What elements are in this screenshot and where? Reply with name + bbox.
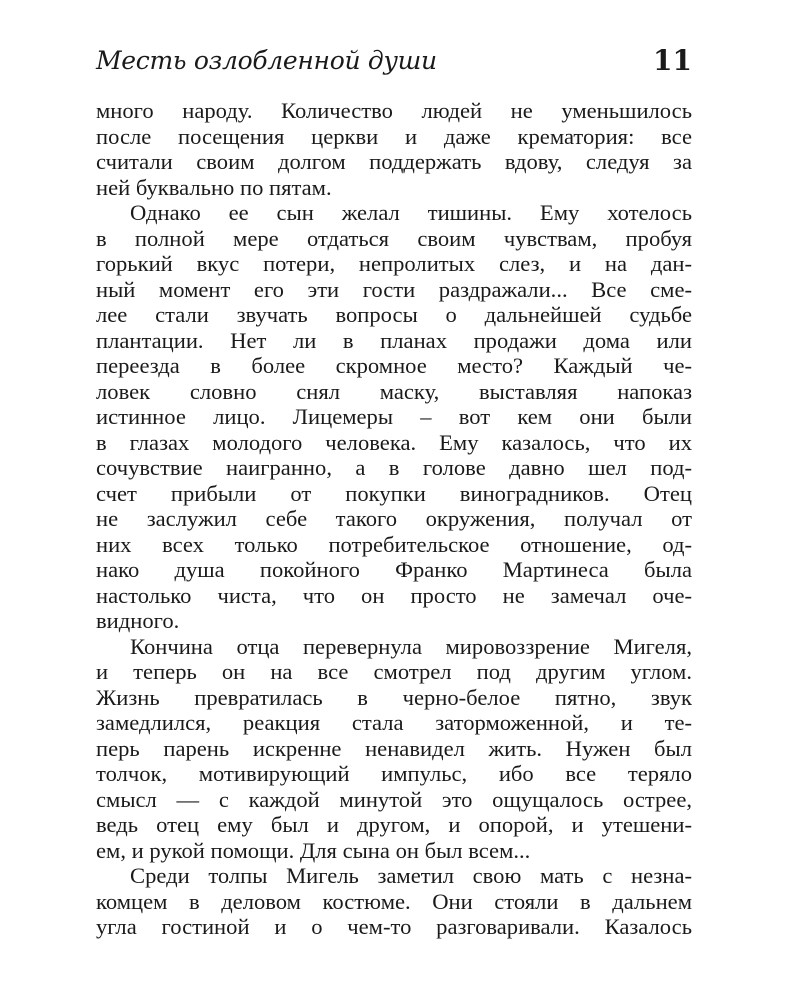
text-line: смысл — с каждой минутой это ощущалось острее, <box>96 786 692 812</box>
text-line: настолько чиста, что он просто не замечал оче- <box>96 582 692 608</box>
running-title: Месть озлобленной души <box>96 46 437 75</box>
body-text <box>96 98 692 940</box>
text-line: ный момент его эти гости раздражали... Все сме- <box>96 276 692 302</box>
text-line: них всех только потребительское отношение, од- <box>96 531 692 557</box>
text-line: Однако ее сын желал тишины. Ему хотелось <box>130 200 692 225</box>
paragraph <box>96 863 692 940</box>
paragraph <box>96 98 692 200</box>
text-line: замедлился, реакция стала заторможенной, и те- <box>96 710 692 735</box>
text-line: переезда в более скромное место? Каждый че- <box>96 353 692 378</box>
text-line: лее стали звучать вопросы о дальнейшей судьбе <box>96 302 692 327</box>
running-header <box>96 44 692 84</box>
text-line: комцем в деловом костюме. Они стояли в дальнем <box>96 888 692 914</box>
text-line: сочувствие наигранно, а в голове давно шел под- <box>96 455 692 480</box>
page-number: 11 <box>653 44 692 77</box>
text-line: ловек словно снял маску, выставляя напоказ <box>96 378 692 404</box>
text-line: и теперь он на все смотрел под другим углом. <box>96 659 692 684</box>
text-line: ней буквально по пятам. <box>96 174 332 200</box>
text-line: счет прибыли от покупки виноградников. Отец <box>96 480 692 506</box>
text-line: в глазах молодого человека. Ему казалось, что их <box>96 429 692 455</box>
text-line: в полной мере отдаться своим чувствам, пробуя <box>96 225 692 251</box>
text-line: Среди толпы Мигель заметил свою мать с незна- <box>130 863 692 888</box>
text-line: горький вкус потери, непролитых слез, и на дан- <box>96 251 692 276</box>
text-line: истинное лицо. Лицемеры – вот кем они были <box>96 404 692 429</box>
paragraph <box>96 200 692 634</box>
text-line: после посещения церкви и даже крематория: все <box>96 123 692 149</box>
text-line: нако душа покойного Франко Мартинеса была <box>96 557 692 582</box>
text-line: Жизнь превратилась в черно-белое пятно, звук <box>96 684 692 710</box>
text-line: много народу. Количество людей не уменьшилось <box>96 98 692 123</box>
text-line: видного. <box>96 608 180 633</box>
text-line: Кончина отца перевернула мировоззрение Мигеля, <box>130 633 692 659</box>
text-line: плантации. Нет ли в планах продажи дома или <box>96 327 692 353</box>
text-line: толчок, мотивирующий импульс, ибо все теряло <box>96 761 692 786</box>
text-line: ведь отец ему был и другом, и опорой, и утешени- <box>96 812 692 837</box>
text-line: перь парень искренне ненавидел жить. Нужен был <box>96 735 692 761</box>
text-line: ем, и рукой помощи. Для сына он был всем... <box>96 837 531 863</box>
text-line: считали своим долгом поддержать вдову, следуя за <box>96 149 692 174</box>
text-line: угла гостиной и о чем-то разговаривали. Казалось <box>96 914 692 939</box>
text-line: не заслужил себе такого окружения, получал от <box>96 506 692 531</box>
paragraph <box>96 634 692 864</box>
